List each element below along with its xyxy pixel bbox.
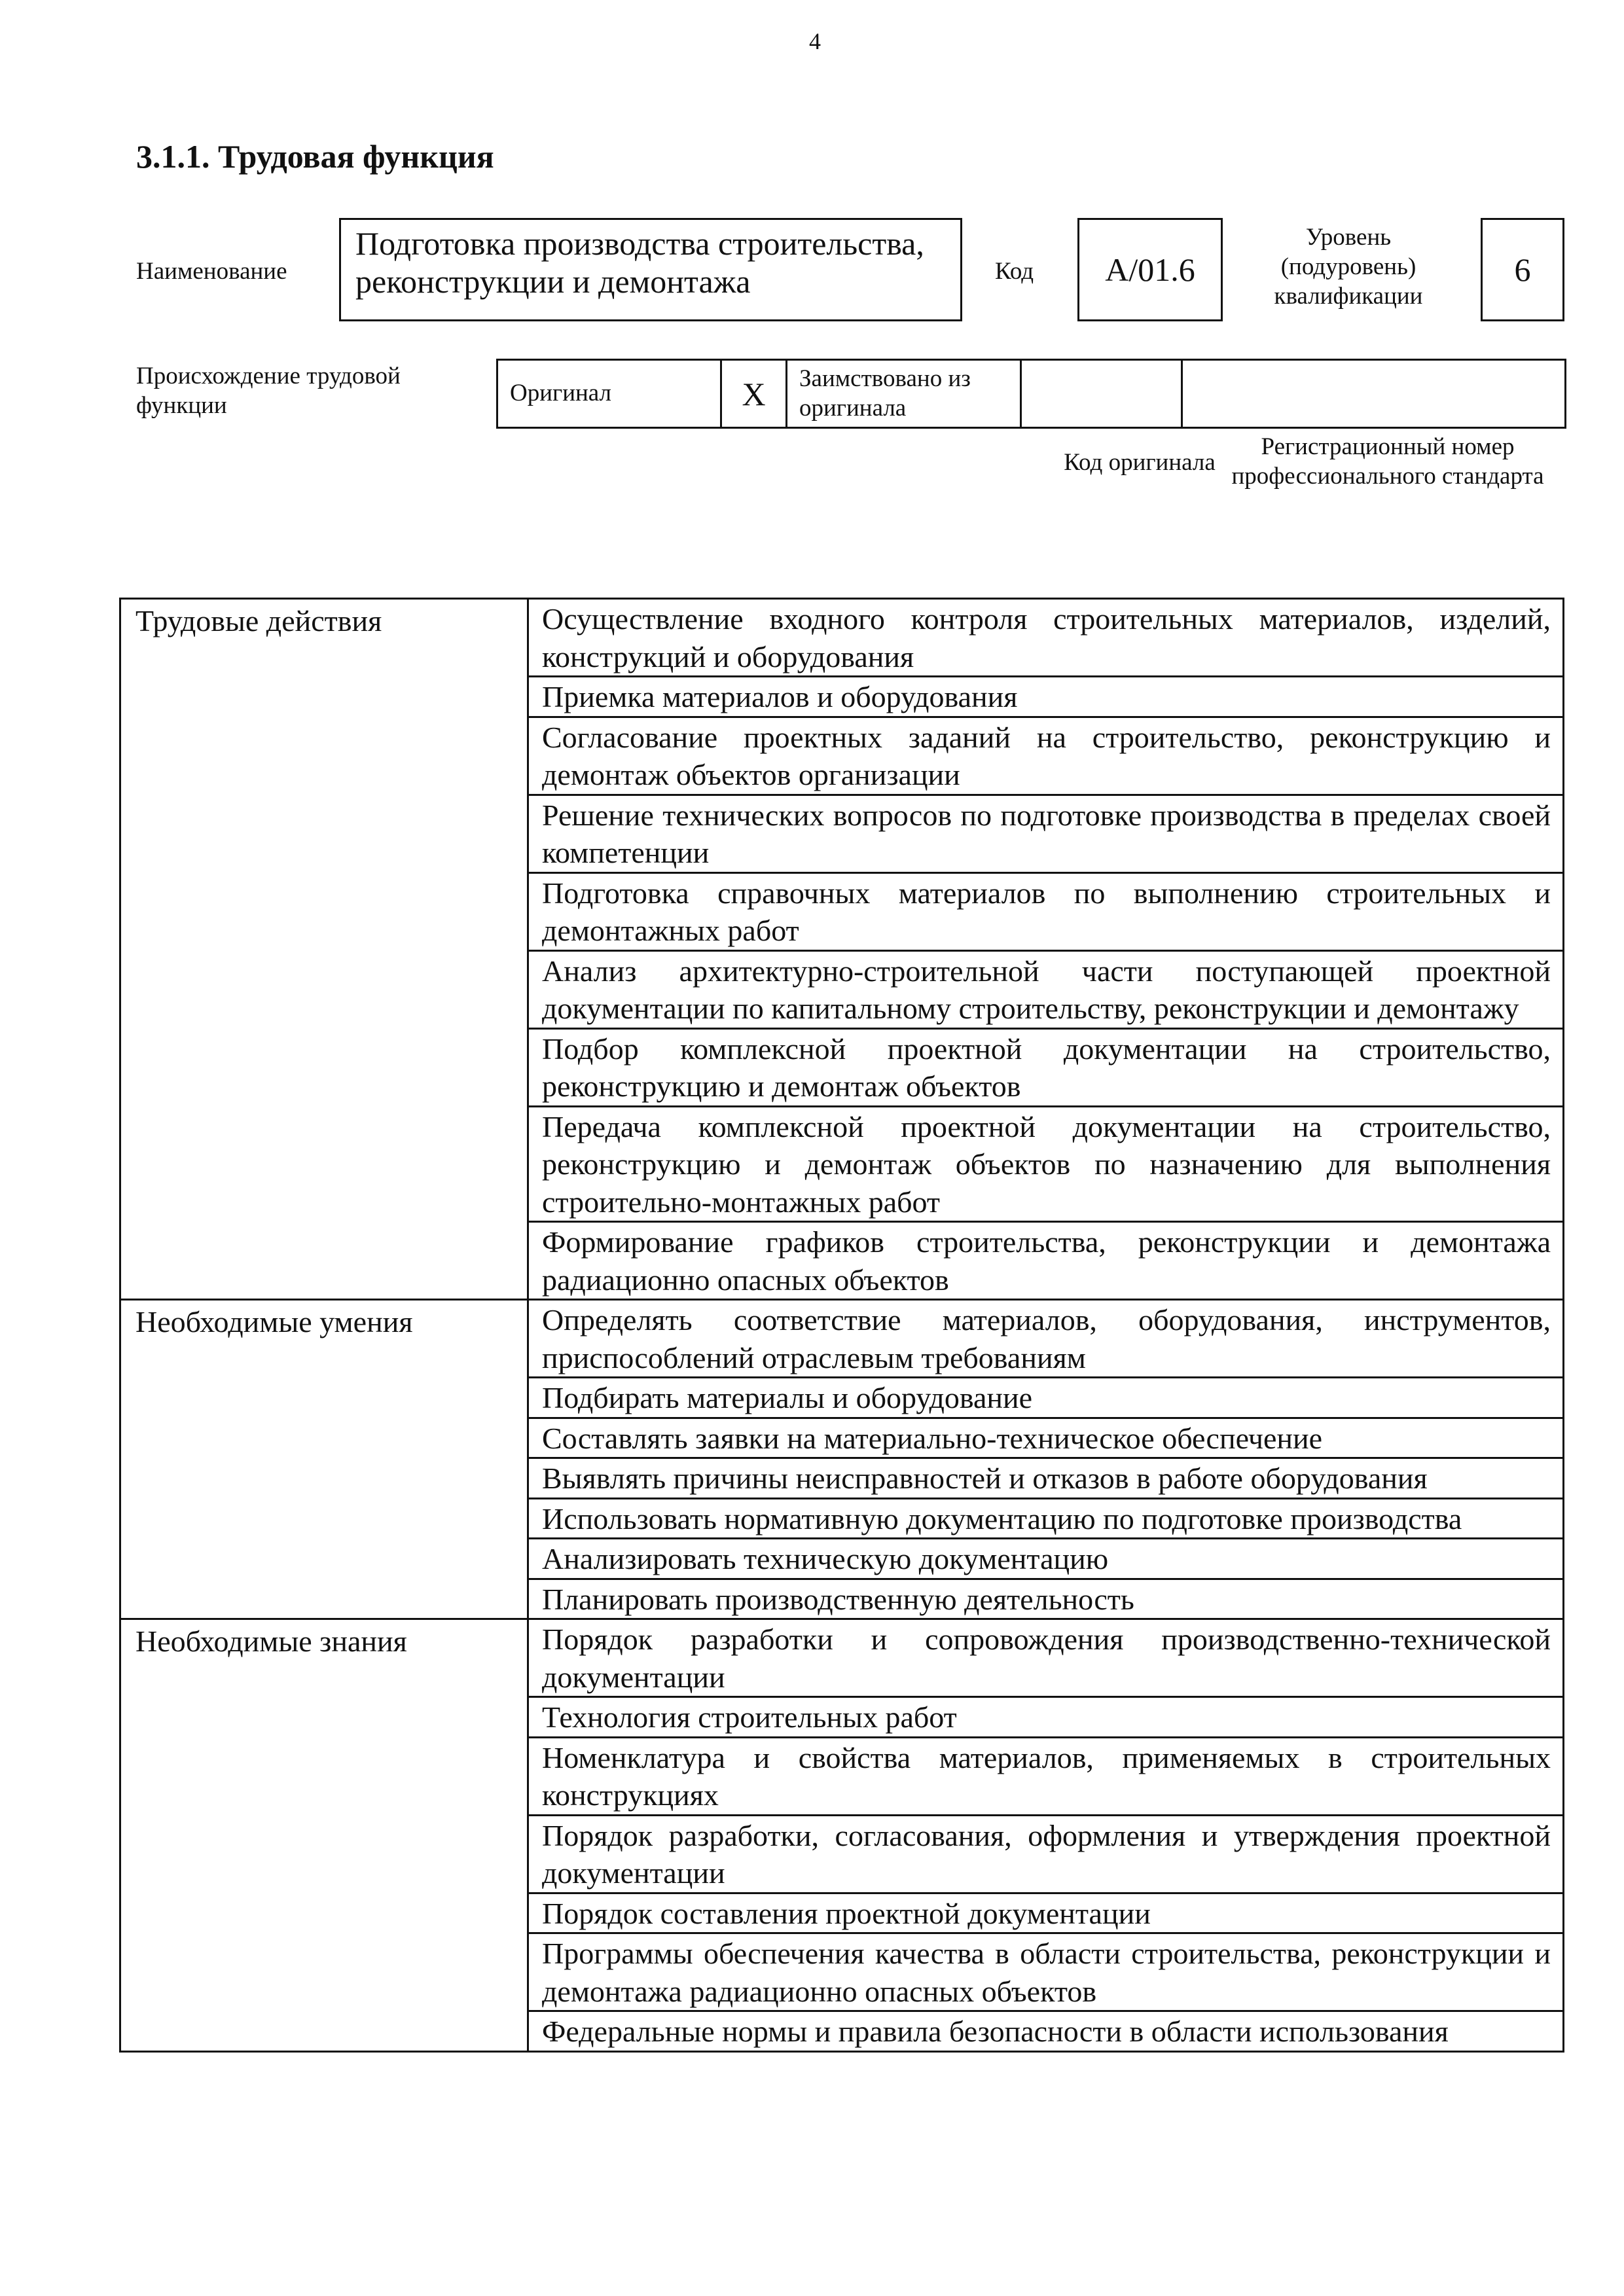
item-cell	[528, 1222, 1564, 1300]
function-name-value: Подготовка производства строительства, реконструкции и демонтажа	[355, 225, 924, 300]
item-text: Технология строительных работ	[542, 1700, 957, 1734]
code-original-caption: Код оригинала	[1064, 449, 1216, 476]
item-cell	[528, 1697, 1564, 1738]
original-code-cell	[1021, 360, 1182, 428]
item-text: Приемка материалов и оборудования	[542, 680, 1018, 713]
item-text: Выявлять причины неисправностей и отказов в работе оборудования	[542, 1462, 1428, 1495]
item-cell	[528, 1815, 1564, 1893]
item-text: Программы обеспечения качества в области строительства, реконструкции и демонтажа радиационно опасных объектов	[542, 1937, 1551, 2008]
item-text: Использовать нормативную документацию по подготовке производства	[542, 1501, 1462, 1535]
item-text: Федеральные нормы и правила безопасности в области использования	[542, 2015, 1449, 2048]
name-label: Наименование	[136, 258, 287, 285]
original-mark-cell	[721, 360, 787, 428]
section-title-cell	[120, 1619, 528, 2052]
item-cell	[528, 717, 1564, 795]
reg-number-cell	[1182, 360, 1566, 428]
table-row	[120, 1300, 1564, 1378]
item-cell	[528, 599, 1564, 677]
item-cell	[528, 872, 1564, 950]
item-cell	[528, 1028, 1564, 1106]
item-text: Решение технических вопросов по подготовке производства в пределах своей компетенции	[542, 798, 1551, 869]
item-text: Подбирать материалы и оборудование	[542, 1381, 1033, 1414]
item-text: Составлять заявки на материально-техническое обеспечение	[542, 1421, 1323, 1455]
function-name-box	[339, 218, 962, 321]
item-cell	[528, 1893, 1564, 1933]
item-cell	[528, 1579, 1564, 1619]
item-text: Анализировать техническую документацию	[542, 1542, 1109, 1575]
code-value: А/01.6	[1105, 251, 1195, 288]
item-text: Согласование проектных заданий на строительство, реконструкцию и демонтаж объектов организации	[542, 720, 1551, 791]
table-row	[120, 1619, 1564, 1697]
item-cell	[528, 1378, 1564, 1418]
section-title-text: Необходимые знания	[135, 1624, 407, 1658]
item-text: Порядок разработки, согласования, оформления и утверждения проектной документации	[542, 1818, 1551, 1890]
level-value: 6	[1514, 251, 1531, 288]
item-cell	[528, 677, 1564, 717]
section-title: 3.1.1. Трудовая функция	[136, 138, 494, 175]
item-cell	[528, 795, 1564, 872]
item-cell	[528, 1619, 1564, 1697]
code-box	[1077, 218, 1223, 321]
item-text: Анализ архитектурно-строительной части поступающей проектной документации по капитальному строительству, реконструкции и демонтажу	[542, 954, 1551, 1025]
original-label: Оригинал	[510, 380, 612, 407]
item-cell	[528, 950, 1564, 1028]
item-cell	[528, 1106, 1564, 1222]
item-text: Порядок составления проектной документации	[542, 1896, 1151, 1930]
reg-number-caption: Регистрационный номер профессионального стандарта	[1231, 433, 1544, 490]
borrowed-cell	[787, 360, 1021, 428]
code-label: Код	[995, 258, 1034, 285]
table-row	[120, 599, 1564, 677]
item-cell	[528, 1737, 1564, 1815]
borrowed-label: Заимствовано из оригинала	[799, 365, 971, 422]
item-cell	[528, 1539, 1564, 1579]
item-cell	[528, 1418, 1564, 1458]
section-title-text: Необходимые умения	[135, 1305, 413, 1338]
item-cell	[528, 1933, 1564, 2011]
section-title-text: Трудовые действия	[135, 604, 382, 637]
item-text: Подготовка справочных материалов по выполнению строительных и демонтажных работ	[542, 876, 1551, 947]
origin-label: Происхождение трудовой функции	[136, 363, 401, 420]
item-text: Порядок разработки и сопровождения производственно-технической документации	[542, 1623, 1551, 1694]
competency-table	[119, 598, 1564, 2053]
item-cell	[528, 1458, 1564, 1499]
level-box	[1481, 218, 1564, 321]
origin-table	[496, 359, 1566, 429]
item-text: Определять соответствие материалов, оборудования, инструментов, приспособлений отраслевым требованиям	[542, 1303, 1551, 1374]
item-text: Планировать производственную деятельность	[542, 1582, 1134, 1616]
page-number: 4	[809, 28, 821, 54]
item-text: Формирование графиков строительства, реконструкции и демонтажа радиационно опасных объектов	[542, 1225, 1551, 1297]
item-cell	[528, 1498, 1564, 1539]
item-text: Номенклатура и свойства материалов, применяемых в строительных конструкциях	[542, 1740, 1551, 1812]
section-title-cell	[120, 599, 528, 1300]
item-text: Подбор комплексной проектной документации на строительство, реконструкцию и демонтаж объектов	[542, 1031, 1551, 1103]
item-text: Осуществление входного контроля строительных материалов, изделий, конструкций и оборудования	[542, 602, 1551, 673]
item-cell	[528, 1300, 1564, 1378]
section-title-cell	[120, 1300, 528, 1619]
item-text: Передача комплексной проектной документации на строительство, реконструкцию и демонтаж объектов по назначению для выполнения строительно-монтажных работ	[542, 1109, 1551, 1219]
item-cell	[528, 2011, 1564, 2052]
original-mark: X	[742, 375, 766, 412]
original-cell	[497, 360, 721, 428]
level-label: Уровень (подуровень) квалификации	[1274, 224, 1423, 310]
